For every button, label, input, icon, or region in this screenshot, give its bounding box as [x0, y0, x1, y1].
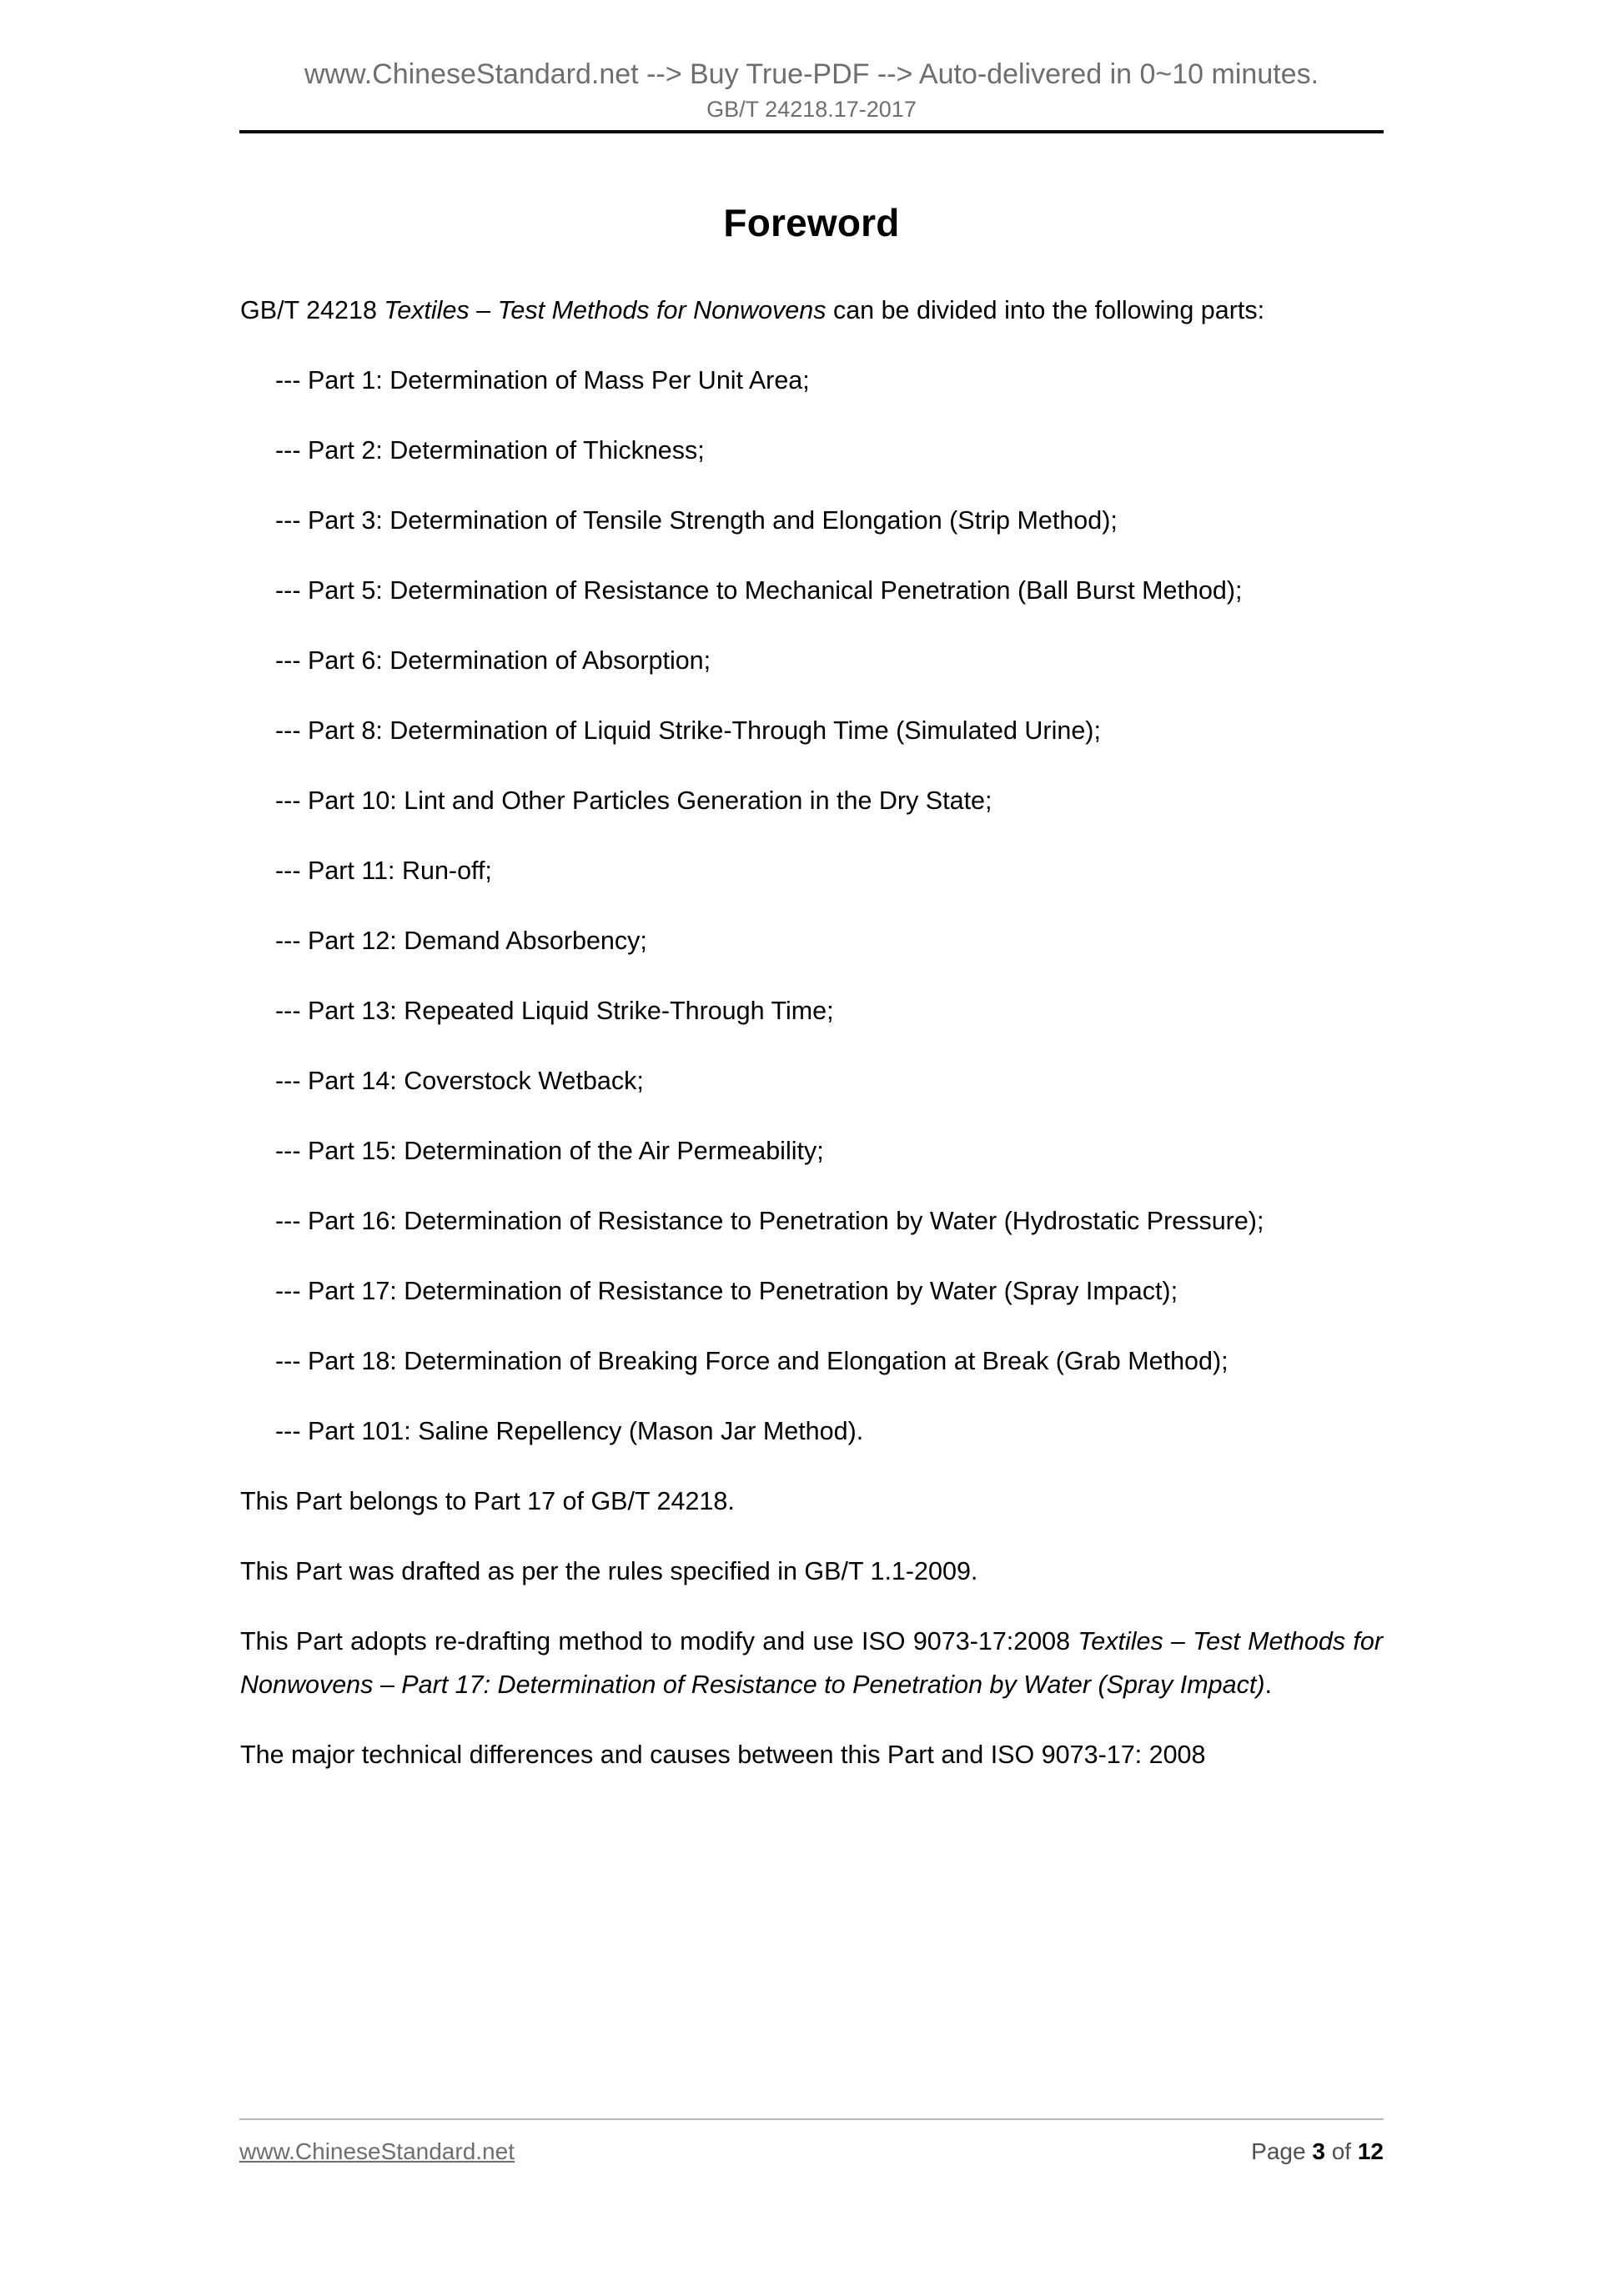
list-item: --- Part 1: Determination of Mass Per Unit Area;	[275, 366, 810, 394]
intro-text-before: GB/T 24218	[240, 296, 384, 324]
list-item: --- Part 11: Run-off;	[275, 857, 492, 885]
document-content	[240, 200, 1383, 1803]
intro-text-italic: Textiles – Test Methods for Nonwovens	[384, 296, 827, 324]
list-item: --- Part 18: Determination of Breaking Force and Elongation at Break (Grab Method);	[275, 1347, 1229, 1375]
list-item: --- Part 10: Lint and Other Particles Generation in the Dry State;	[275, 786, 992, 815]
adoption-text-before: This Part adopts re-drafting method to modify and use ISO 9073-17:2008	[240, 1627, 1078, 1655]
closing-paragraphs	[240, 1480, 1383, 1776]
list-item: --- Part 13: Repeated Liquid Strike-Through Time;	[275, 997, 834, 1025]
standard-code-text: GB/T 24218.17-2017	[706, 97, 917, 122]
list-item: --- Part 8: Determination of Liquid Strike-Through Time (Simulated Urine);	[275, 716, 1101, 745]
drafting-paragraph: This Part was drafted as per the rules specified in GB/T 1.1-2009.	[240, 1557, 978, 1585]
list-item: --- Part 6: Determination of Absorption;	[275, 646, 711, 675]
list-item: --- Part 14: Coverstock Wetback;	[275, 1067, 644, 1095]
total-page-number: 12	[1357, 2138, 1384, 2164]
footer-row	[239, 2138, 1384, 2165]
promo-banner-text: www.ChineseStandard.net --> Buy True-PDF --> Auto-delivered in 0~10 minutes.	[304, 58, 1319, 90]
footer-site-link[interactable]: www.ChineseStandard.net	[239, 2138, 515, 2164]
parts-list	[240, 359, 1383, 1453]
page-header	[239, 55, 1384, 133]
intro-text-after: can be divided into the following parts:	[826, 296, 1265, 324]
page-title: Foreword	[723, 201, 900, 244]
page-indicator	[1251, 2138, 1384, 2165]
differences-paragraph: The major technical differences and causes between this Part and ISO 9073-17: 2008	[240, 1741, 1206, 1769]
list-item: --- Part 17: Determination of Resistance to Penetration by Water (Spray Impact);	[275, 1277, 1178, 1305]
page-footer	[239, 2118, 1384, 2165]
list-item: --- Part 3: Determination of Tensile Strength and Elongation (Strip Method);	[275, 506, 1118, 535]
page-label: Page	[1251, 2138, 1306, 2164]
belongs-paragraph: This Part belongs to Part 17 of GB/T 24218.	[240, 1487, 735, 1515]
list-item: --- Part 12: Demand Absorbency;	[275, 927, 647, 955]
list-item: --- Part 2: Determination of Thickness;	[275, 436, 705, 465]
header-divider	[239, 130, 1384, 133]
adoption-text-after: .	[1264, 1671, 1272, 1699]
adoption-text-italic: Textiles – Test Methods for Nonwovens – Part 17: Determination of Resistance to Penetration by Water (Spray Impact)	[240, 1627, 1383, 1699]
list-item: --- Part 16: Determination of Resistance to Penetration by Water (Hydrostatic Pressure);	[275, 1207, 1264, 1235]
adoption-paragraph	[240, 1620, 1383, 1706]
list-item: --- Part 101: Saline Repellency (Mason Jar Method).	[275, 1417, 864, 1445]
list-item: --- Part 5: Determination of Resistance to Mechanical Penetration (Ball Burst Method);	[275, 576, 1243, 605]
current-page-number: 3	[1312, 2138, 1325, 2164]
list-item: --- Part 15: Determination of the Air Permeability;	[275, 1137, 824, 1165]
intro-paragraph	[240, 289, 1383, 332]
page-of-label: of	[1331, 2138, 1352, 2164]
footer-divider	[239, 2118, 1384, 2120]
